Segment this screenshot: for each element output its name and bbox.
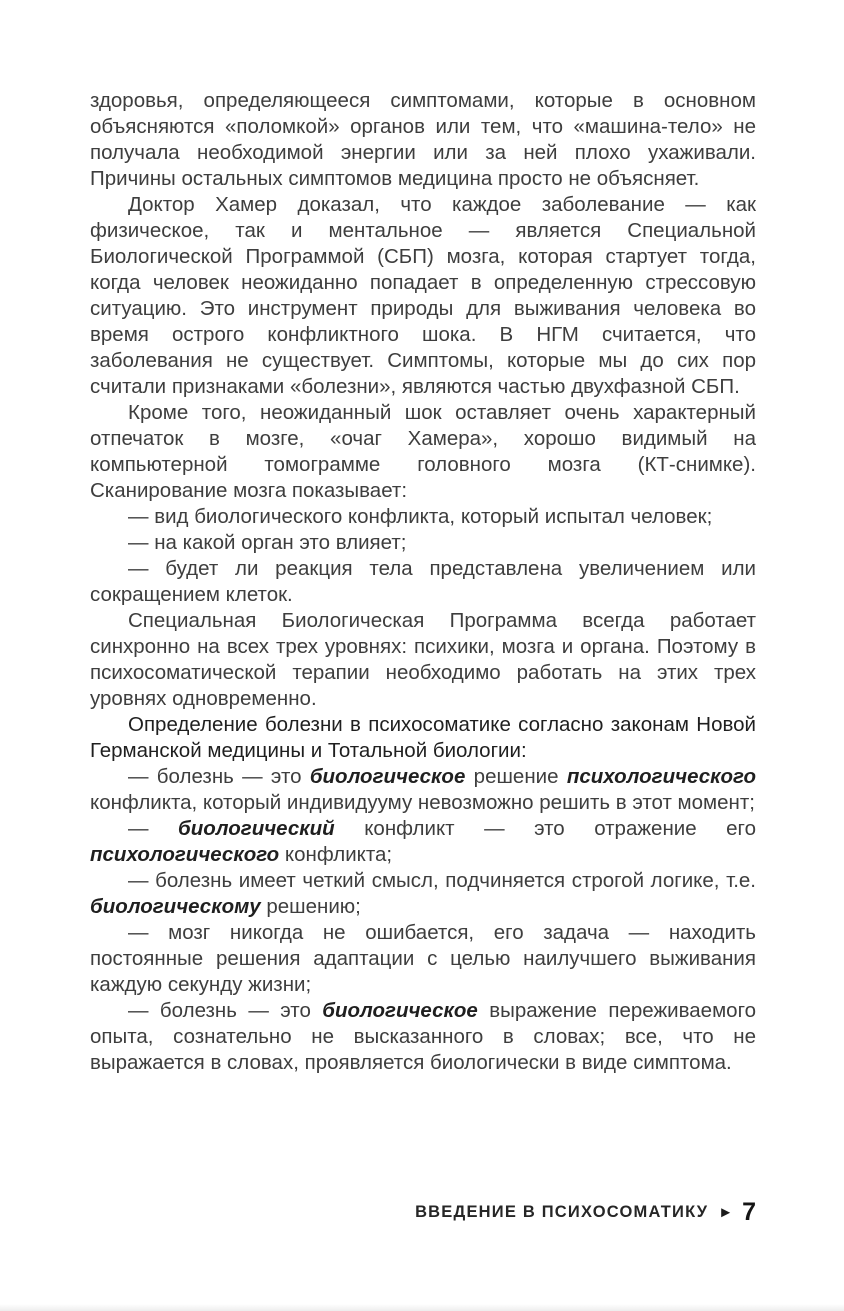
page-bottom-edge bbox=[0, 1304, 844, 1311]
emphasized-term: биологическое bbox=[322, 999, 478, 1022]
emphasized-term: биологическое bbox=[309, 765, 466, 788]
body-paragraph bbox=[90, 608, 756, 712]
text-run: — на какой орган это влияет; bbox=[128, 531, 407, 554]
bullet-paragraph bbox=[90, 920, 756, 998]
text-run: — будет ли реакция тела представлена увеличением или сокращением клеток. bbox=[90, 557, 756, 606]
text-run: решению; bbox=[260, 895, 361, 918]
text-run: — мозг никогда не ошибается, его задача — находить постоянные решения адаптации с целью наилучшего выживания каждую секунду жизни; bbox=[90, 921, 756, 996]
text-run: конфликт — это отражение его bbox=[334, 817, 756, 840]
emphasized-term: биологический bbox=[178, 817, 335, 840]
text-run: Определение болезни в психосоматике согласно законам Новой Германской медицины и Тотальной биологии: bbox=[90, 713, 756, 762]
emphasized-term: психологического bbox=[90, 843, 280, 866]
text-run: выражение переживаемого опыта, сознательно не высказанного в словах; все, что не выражается в словах, проявляется биологически в виде симптома. bbox=[90, 999, 757, 1074]
emphasized-term: биологическому bbox=[90, 895, 261, 918]
footer-section-title: ВВЕДЕНИЕ В ПСИХОСОМАТИКУ bbox=[415, 1203, 709, 1221]
emphasized-term: психологического bbox=[566, 765, 757, 788]
heading-paragraph bbox=[90, 712, 756, 764]
text-run: — болезнь — это bbox=[128, 999, 323, 1022]
page-footer bbox=[90, 1198, 756, 1227]
text-run: решение bbox=[465, 765, 567, 788]
bullet-paragraph bbox=[90, 530, 756, 556]
text-run: — bbox=[128, 817, 179, 840]
text-column bbox=[90, 88, 756, 1076]
text-run: — болезнь имеет четкий смысл, подчиняется строгой логике, т.е. bbox=[128, 869, 756, 892]
text-run: Доктор Хамер доказал, что каждое заболевание — как физическое, так и ментальное — является Специальной Биологической Программой (СБП) мозга, которая стартует тогда, когда человек неожиданно попадает в определенную стрессовую ситуацию. Это инструмент природы для выживания человека во время острого конфликтного шока. В НГМ считается, что заболевания не существует. Симптомы, которые мы до сих пор считали признаками «болезни», являются частью двухфазной СБП. bbox=[90, 193, 756, 398]
bullet-paragraph bbox=[90, 868, 756, 920]
page-number: 7 bbox=[742, 1198, 756, 1226]
text-run: Специальная Биологическая Программа всегда работает синхронно на всех трех уровнях: психики, мозга и органа. Поэтому в психосоматической терапии необходимо работать на этих трех уровнях одновременно. bbox=[90, 609, 756, 710]
text-run: здоровья, определяющееся симптомами, которые в основном объясняются «поломкой» органов или тем, что «машина-тело» не получала необходимой энергии или за ней плохо ухаживали. Причины остальных симптомов медицина просто не объясняет. bbox=[90, 89, 756, 190]
text-run: — вид биологического конфликта, который испытал человек; bbox=[128, 505, 713, 528]
text-run: конфликта; bbox=[279, 843, 393, 866]
bullet-paragraph bbox=[90, 504, 756, 530]
body-paragraph bbox=[90, 400, 756, 504]
bullet-paragraph bbox=[90, 556, 756, 608]
bullet-paragraph bbox=[90, 764, 756, 816]
body-paragraph bbox=[90, 192, 756, 400]
bullet-paragraph bbox=[90, 816, 756, 868]
text-run: — болезнь — это bbox=[128, 765, 310, 788]
text-run: конфликта, который индивидууму невозможно решить в этот момент; bbox=[90, 791, 755, 814]
bullet-paragraph bbox=[90, 998, 756, 1076]
arrow-right-icon: ► bbox=[718, 1204, 734, 1221]
body-paragraph bbox=[90, 88, 756, 192]
text-run: Кроме того, неожиданный шок оставляет очень характерный отпечаток в мозге, «очаг Хамера», хорошо видимый на компьютерной томограмме головного мозга (КТ-снимке). Сканирование мозга показывает: bbox=[90, 401, 756, 502]
